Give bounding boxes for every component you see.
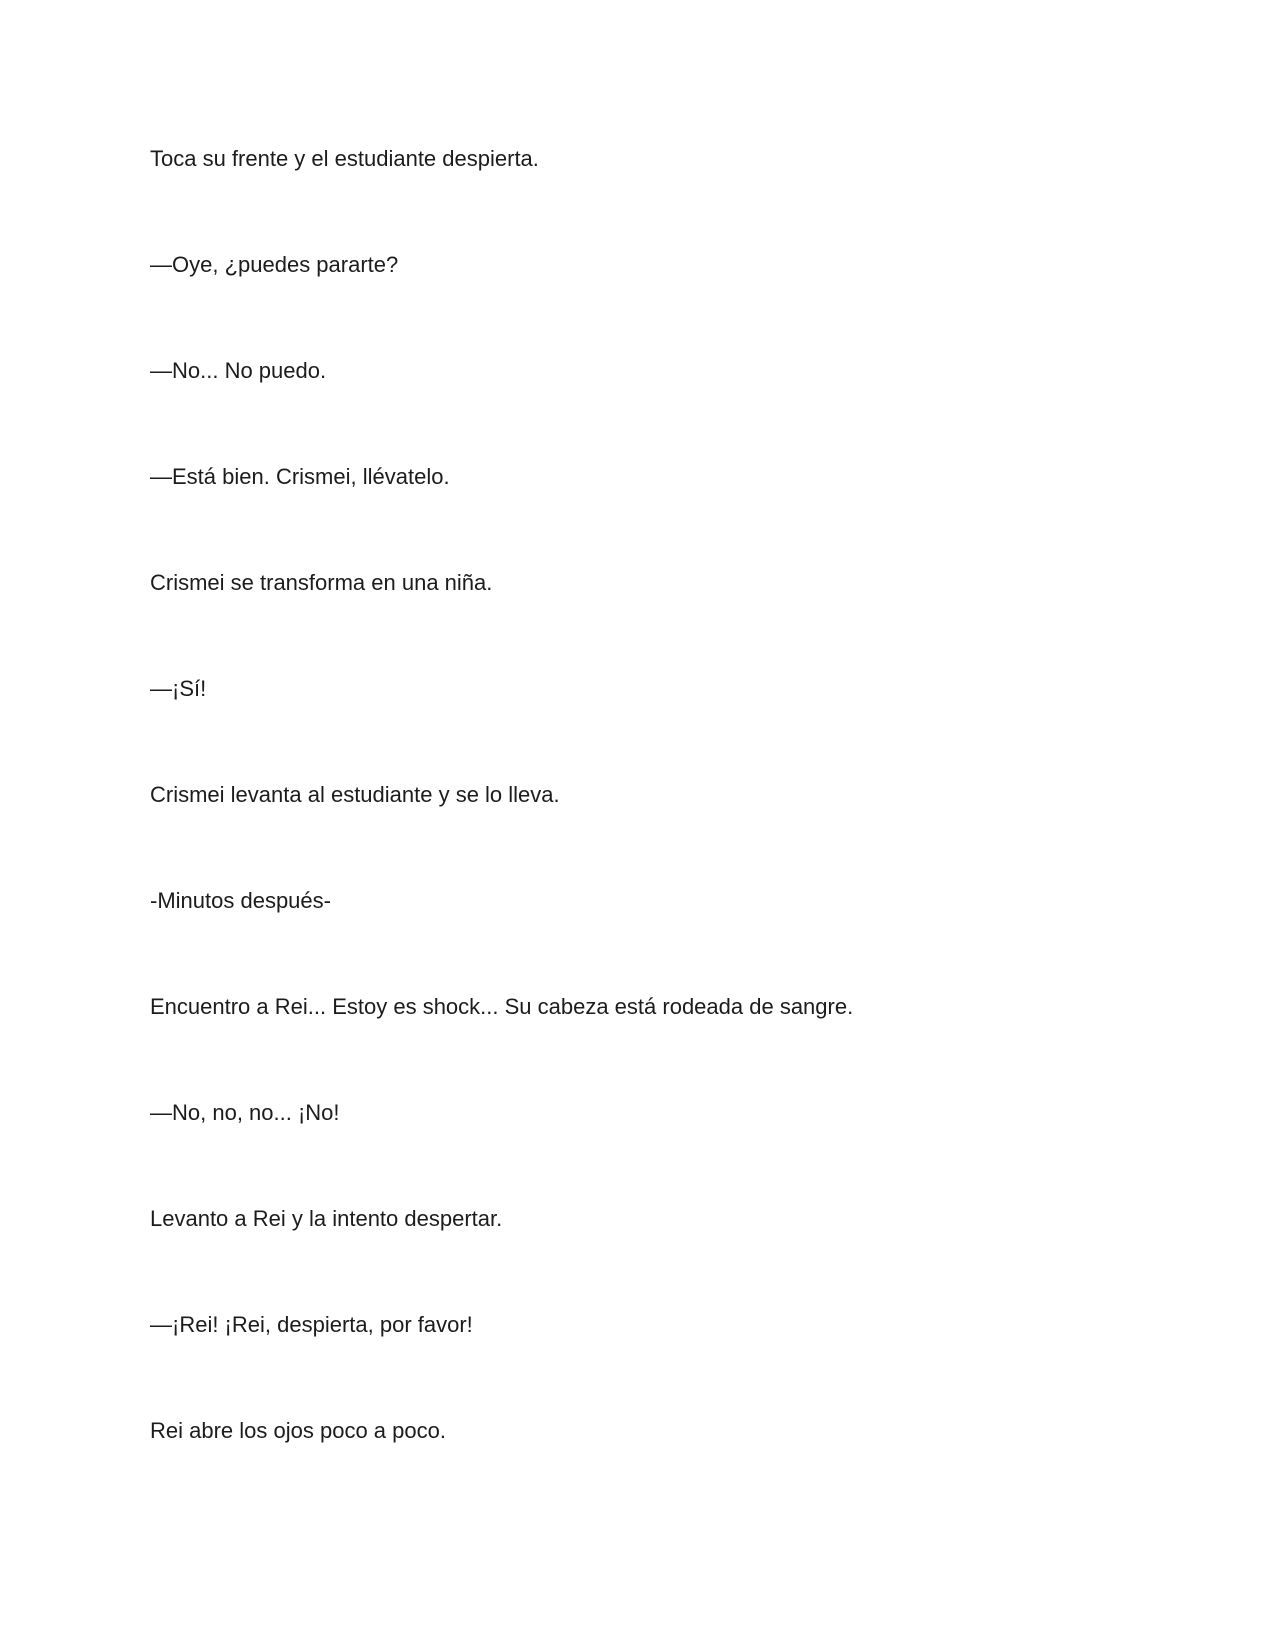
paragraph: —No, no, no... ¡No!	[150, 1100, 340, 1125]
paragraph: Crismei se transforma en una niña.	[150, 570, 493, 595]
paragraph: Crismei levanta al estudiante y se lo lleva.	[150, 782, 560, 807]
paragraph: —Oye, ¿puedes pararte?	[150, 252, 399, 277]
paragraph: —¡Sí!	[150, 676, 207, 701]
paragraph: Levanto a Rei y la intento despertar.	[150, 1206, 503, 1231]
paragraph: —¡Rei! ¡Rei, despierta, por favor!	[150, 1312, 473, 1337]
paragraph: —Está bien. Crismei, llévatelo.	[150, 464, 450, 489]
document-body	[150, 146, 1150, 1524]
paragraph: Toca su frente y el estudiante despierta.	[150, 146, 539, 171]
paragraph: Rei abre los ojos poco a poco.	[150, 1418, 446, 1443]
paragraph: —No... No puedo.	[150, 358, 327, 383]
paragraph: Encuentro a Rei... Estoy es shock... Su cabeza está rodeada de sangre.	[150, 994, 854, 1019]
scene-break: -Minutos después-	[150, 888, 331, 913]
